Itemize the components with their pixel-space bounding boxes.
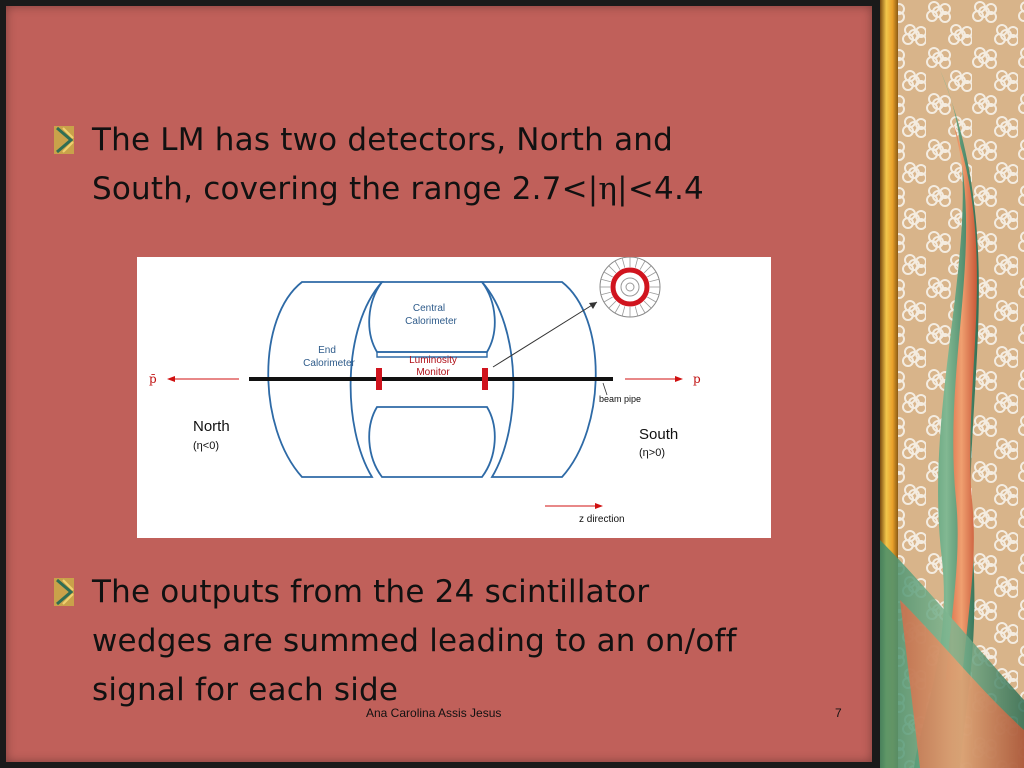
- z-direction-label: z direction: [579, 514, 625, 525]
- bullet-lm-detectors: [92, 116, 852, 214]
- end-calorimeter-label: Calorimeter: [303, 358, 355, 369]
- scintillator-wedges-detail: [600, 257, 660, 317]
- luminosity-monitor-north: [376, 368, 382, 390]
- p-label: p: [693, 372, 701, 386]
- detail-pointer-arrow: [493, 302, 597, 367]
- bullet-line: The LM has two detectors, North and: [92, 122, 673, 158]
- luminosity-monitor-label: Luminosity: [409, 355, 457, 366]
- beam-pipe-label: beam pipe: [599, 394, 642, 404]
- luminosity-monitor-south: [482, 368, 488, 390]
- bullet-icon: [54, 126, 74, 154]
- north-eta-label: (η<0): [193, 440, 219, 452]
- central-calorimeter-label: Central: [412, 303, 446, 314]
- bullet-scintillator-outputs: [92, 568, 862, 715]
- south-eta-label: (η>0): [639, 447, 665, 459]
- bullet-text: South, covering the range 2.7: [92, 171, 562, 207]
- bullet-line: [92, 165, 852, 214]
- central-calorimeter-bottom: [369, 407, 495, 477]
- bullet-icon: [54, 578, 74, 606]
- north-label: North: [193, 418, 230, 435]
- decorative-side-strip: [880, 0, 1024, 768]
- south-label: South: [639, 426, 679, 443]
- bullet-text: 4.4: [654, 171, 704, 207]
- end-calorimeter-label: End: [318, 345, 336, 356]
- footer-author: Ana Carolina Assis Jesus: [366, 706, 502, 720]
- page-number: 7: [835, 706, 842, 720]
- luminosity-monitor-label: Monitor: [416, 367, 450, 378]
- bullet-line: signal for each side: [92, 672, 399, 708]
- pbar-label: p̄: [149, 372, 157, 386]
- eta-range-symbol: <|η|<: [561, 171, 655, 207]
- bullet-line: The outputs from the 24 scintillator: [92, 574, 650, 610]
- detector-diagram: [137, 257, 771, 538]
- bullet-line: wedges are summed leading to an on/off: [92, 623, 737, 659]
- central-calorimeter-label: Calorimeter: [405, 316, 457, 327]
